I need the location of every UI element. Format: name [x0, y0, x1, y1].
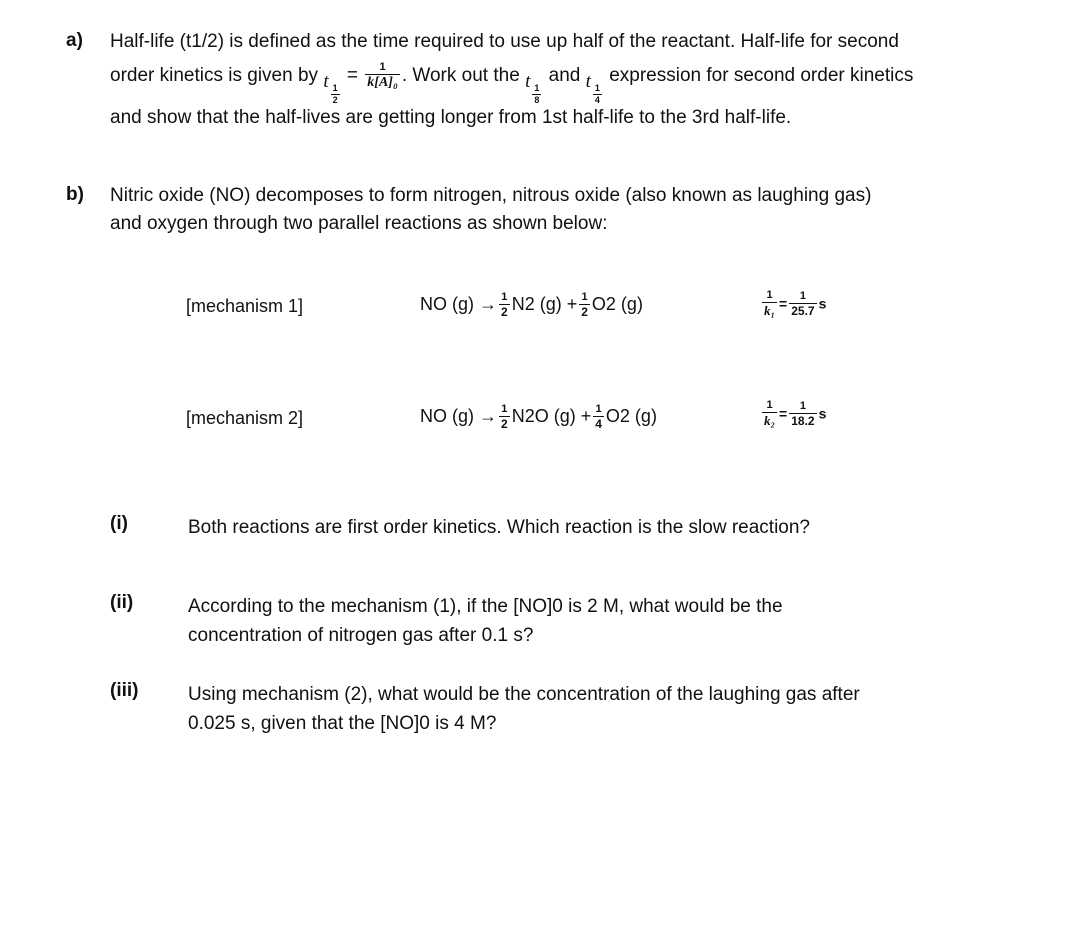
mechanism-1-label: [mechanism 1] [186, 296, 304, 316]
mechanism-1-rate-constant: $\frac{1}{\text{k₁}}$ = $\frac{1}{25.7}$ s [764, 289, 827, 318]
t-half-subscript: $\frac{1}{2}$ [332, 83, 338, 106]
mechanism-1-equation: NO (g) → $\frac{1}{2}$ N2 (g) + $\frac{1}{2}$ O2 (g) [420, 291, 643, 319]
coefficient-fraction: $\frac{1}{4}$ [595, 403, 602, 431]
mechanism-2-rate-constant: $\frac{1}{\text{k₂}}$ = $\frac{1}{18.2}$ s [764, 399, 827, 428]
t-half-symbol: t [323, 71, 329, 93]
coefficient-fraction: $\frac{1}{2}$ [581, 291, 588, 319]
part-b-label: b) [66, 184, 84, 205]
t-eighth-symbol: t [525, 71, 531, 93]
and-word: and [548, 65, 581, 87]
question-ii-text: According to the mechanism (1), if the [NO]0 is 2 M, what would be the concentration of nitrogen gas after 0.1 s? [188, 596, 783, 646]
question-i-text: Both reactions are first order kinetics. Which reaction is the slow reaction? [188, 517, 810, 538]
question-iii-label: (iii) [110, 680, 139, 701]
part-a-line-2 [110, 62, 913, 105]
part-a-line-3: and show that the half-lives are getting longer from 1st half-life to the 3rd half-life. [110, 107, 792, 128]
question-i-label: (i) [110, 513, 128, 534]
part-a-line-2-end: expression for second order kinetics [609, 65, 914, 87]
part-b-line-2: and oxygen through two parallel reactions as shown below: [110, 213, 608, 234]
part-a-line-2-post: . Work out the [401, 65, 520, 87]
question-ii-label: (ii) [110, 592, 134, 613]
equals-sign: = [346, 65, 359, 87]
mechanism-2-label: [mechanism 2] [186, 408, 304, 428]
coefficient-fraction: $\frac{1}{2}$ [501, 291, 508, 319]
mechanism-2-equation: NO (g) → $\frac{1}{2}$ N2O (g) + $\frac{1}{4}$ O2 (g) [420, 403, 657, 431]
second-order-half-life-formula: $\frac{1}{\text{k[A]₀}}$ [367, 61, 398, 90]
t-eighth-subscript: $\frac{1}{8}$ [534, 83, 540, 106]
part-a-line-1: Half-life (t1/2) is defined as the time required to use up half of the reactant. Half-life for second [110, 31, 899, 52]
part-a-label: a) [66, 30, 83, 51]
t-quarter-subscript: $\frac{1}{4}$ [594, 83, 600, 106]
part-a-line-2-pre: order kinetics is given by [110, 65, 319, 87]
t-quarter-symbol: t [585, 71, 591, 93]
part-b-line-1: Nitric oxide (NO) decomposes to form nitrogen, nitrous oxide (also known as laughing gas) [110, 185, 872, 206]
question-iii-text: Using mechanism (2), what would be the concentration of the laughing gas after 0.025 s, given that the [NO]0 is 4 M? [188, 684, 860, 734]
coefficient-fraction: $\frac{1}{2}$ [501, 403, 508, 431]
